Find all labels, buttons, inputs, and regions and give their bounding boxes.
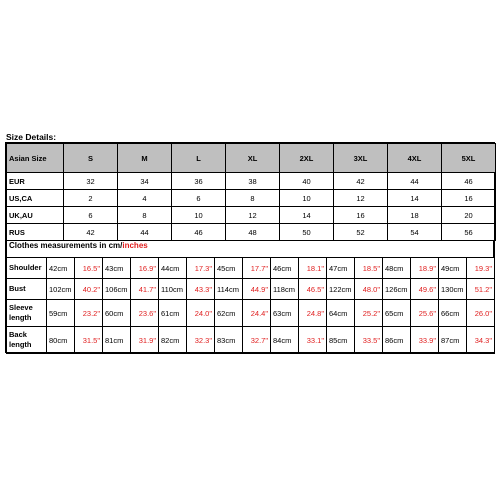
cm-value-cell: 42cm: [47, 258, 75, 279]
size-header-cell: 5XL: [442, 144, 496, 173]
inch-value-cell: 51.2": [467, 279, 495, 300]
size-value-cell: 32: [64, 173, 118, 190]
size-conversion-table: [6, 143, 496, 241]
size-value-cell: 38: [226, 173, 280, 190]
size-system-label: EUR: [7, 173, 64, 190]
cm-value-cell: 118cm: [271, 279, 299, 300]
size-row: [7, 207, 496, 224]
size-value-cell: 42: [64, 224, 118, 241]
inch-value-cell: 19.3": [467, 258, 495, 279]
size-value-cell: 8: [118, 207, 172, 224]
size-value-cell: 50: [280, 224, 334, 241]
measurement-label: Shoulder: [7, 258, 47, 279]
size-value-cell: 12: [334, 190, 388, 207]
size-row: [7, 224, 496, 241]
size-value-cell: 12: [226, 207, 280, 224]
inch-value-cell: 16.5": [75, 258, 103, 279]
cm-value-cell: 84cm: [271, 327, 299, 354]
cm-value-cell: 110cm: [159, 279, 187, 300]
cm-value-cell: 86cm: [383, 327, 411, 354]
cm-value-cell: 44cm: [159, 258, 187, 279]
inch-value-cell: 25.6": [411, 300, 439, 327]
inch-value-cell: 18.5": [355, 258, 383, 279]
size-value-cell: 44: [388, 173, 442, 190]
inch-value-cell: 24.0": [187, 300, 215, 327]
measurement-label: Back length: [7, 327, 47, 354]
cm-value-cell: 85cm: [327, 327, 355, 354]
size-value-cell: 42: [334, 173, 388, 190]
cm-value-cell: 63cm: [271, 300, 299, 327]
size-value-cell: 14: [388, 190, 442, 207]
inch-value-cell: 46.5": [299, 279, 327, 300]
cm-value-cell: 106cm: [103, 279, 131, 300]
cm-value-cell: 64cm: [327, 300, 355, 327]
inch-value-cell: 24.4": [243, 300, 271, 327]
cm-value-cell: 61cm: [159, 300, 187, 327]
inch-value-cell: 31.5": [75, 327, 103, 354]
size-header-cell: L: [172, 144, 226, 173]
measurement-label: Bust: [7, 279, 47, 300]
inch-value-cell: 18.1": [299, 258, 327, 279]
cm-value-cell: 65cm: [383, 300, 411, 327]
caption-text: Clothes measurements in cm/: [9, 241, 123, 250]
measurement-row: [7, 300, 495, 327]
cm-value-cell: 83cm: [215, 327, 243, 354]
size-chart: [5, 142, 495, 353]
inch-value-cell: 33.5": [355, 327, 383, 354]
size-header-cell: 3XL: [334, 144, 388, 173]
cm-value-cell: 47cm: [327, 258, 355, 279]
size-header-cell: M: [118, 144, 172, 173]
size-value-cell: 4: [118, 190, 172, 207]
size-value-cell: 16: [334, 207, 388, 224]
size-system-label: US,CA: [7, 190, 64, 207]
size-value-cell: 6: [64, 207, 118, 224]
cm-value-cell: 80cm: [47, 327, 75, 354]
size-header-cell: 2XL: [280, 144, 334, 173]
inch-value-cell: 44.9": [243, 279, 271, 300]
cm-value-cell: 48cm: [383, 258, 411, 279]
inch-value-cell: 40.2": [75, 279, 103, 300]
inch-value-cell: 24.8": [299, 300, 327, 327]
measurement-row: [7, 279, 495, 300]
size-row: [7, 190, 496, 207]
size-value-cell: 10: [172, 207, 226, 224]
size-value-cell: 16: [442, 190, 496, 207]
measurement-row: [7, 258, 495, 279]
inch-value-cell: 33.1": [299, 327, 327, 354]
inch-value-cell: 17.3": [187, 258, 215, 279]
size-value-cell: 40: [280, 173, 334, 190]
measurements-table: [6, 257, 495, 354]
size-value-cell: 20: [442, 207, 496, 224]
measurements-caption: [6, 241, 494, 257]
page-title: Size Details:: [6, 132, 57, 142]
cm-value-cell: 102cm: [47, 279, 75, 300]
cm-value-cell: 81cm: [103, 327, 131, 354]
size-value-cell: 10: [280, 190, 334, 207]
cm-value-cell: 122cm: [327, 279, 355, 300]
cm-value-cell: 66cm: [439, 300, 467, 327]
inch-value-cell: 23.2": [75, 300, 103, 327]
size-value-cell: 48: [226, 224, 280, 241]
cm-value-cell: 130cm: [439, 279, 467, 300]
size-value-cell: 14: [280, 207, 334, 224]
cm-value-cell: 45cm: [215, 258, 243, 279]
size-value-cell: 34: [118, 173, 172, 190]
measurement-row: [7, 327, 495, 354]
size-value-cell: 36: [172, 173, 226, 190]
cm-value-cell: 43cm: [103, 258, 131, 279]
cm-value-cell: 49cm: [439, 258, 467, 279]
cm-value-cell: 126cm: [383, 279, 411, 300]
size-value-cell: 56: [442, 224, 496, 241]
size-value-cell: 2: [64, 190, 118, 207]
inch-value-cell: 48.0": [355, 279, 383, 300]
cm-value-cell: 87cm: [439, 327, 467, 354]
inch-value-cell: 23.6": [131, 300, 159, 327]
inch-value-cell: 16.9": [131, 258, 159, 279]
size-value-cell: 54: [388, 224, 442, 241]
inch-value-cell: 25.2": [355, 300, 383, 327]
size-header-row: [7, 144, 496, 173]
size-value-cell: 44: [118, 224, 172, 241]
cm-value-cell: 60cm: [103, 300, 131, 327]
measurement-label: Sleeve length: [7, 300, 47, 327]
inch-value-cell: 32.3": [187, 327, 215, 354]
cm-value-cell: 82cm: [159, 327, 187, 354]
size-system-label: RUS: [7, 224, 64, 241]
size-value-cell: 46: [172, 224, 226, 241]
inch-value-cell: 34.3": [467, 327, 495, 354]
size-row: [7, 173, 496, 190]
inch-value-cell: 31.9": [131, 327, 159, 354]
cm-value-cell: 114cm: [215, 279, 243, 300]
cm-value-cell: 46cm: [271, 258, 299, 279]
cm-value-cell: 62cm: [215, 300, 243, 327]
size-header-cell: S: [64, 144, 118, 173]
inch-value-cell: 41.7": [131, 279, 159, 300]
inch-value-cell: 43.3": [187, 279, 215, 300]
size-value-cell: 52: [334, 224, 388, 241]
cm-value-cell: 59cm: [47, 300, 75, 327]
inch-value-cell: 26.0": [467, 300, 495, 327]
size-value-cell: 8: [226, 190, 280, 207]
size-value-cell: 46: [442, 173, 496, 190]
size-value-cell: 6: [172, 190, 226, 207]
inch-value-cell: 18.9": [411, 258, 439, 279]
size-header-cell: 4XL: [388, 144, 442, 173]
caption-inches: inches: [122, 241, 148, 250]
inch-value-cell: 49.6": [411, 279, 439, 300]
inch-value-cell: 33.9": [411, 327, 439, 354]
asian-size-header: Asian Size: [7, 144, 64, 173]
size-system-label: UK,AU: [7, 207, 64, 224]
inch-value-cell: 32.7": [243, 327, 271, 354]
inch-value-cell: 17.7": [243, 258, 271, 279]
size-header-cell: XL: [226, 144, 280, 173]
size-value-cell: 18: [388, 207, 442, 224]
